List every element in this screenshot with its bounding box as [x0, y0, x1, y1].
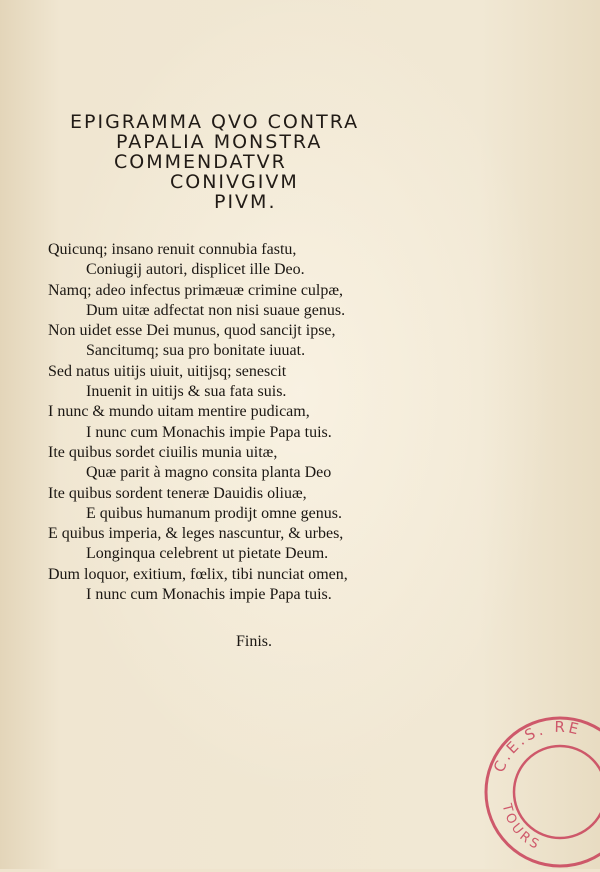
poem-line: E quibus imperia, & leges nascuntur, & urbes,: [48, 525, 344, 543]
poem-line: I nunc & mundo uitam mentire pudicam,: [48, 403, 310, 421]
poem-line: Dum loquor, exitium, fœlix, tibi nunciat omen,: [48, 565, 348, 583]
poem-line: Sancitumq; sua pro bonitate iuuat.: [86, 342, 306, 360]
poem-line: I nunc cum Monachis impie Papa tuis.: [86, 423, 332, 441]
svg-text:TOURS: [498, 801, 543, 853]
title-line-1: EPIGRAMMA QVO CONTRA: [70, 111, 360, 133]
poem-line: Dum uitæ adfectat non nisi suaue genus.: [86, 301, 346, 319]
poem-line: Namq; adeo infectus primæuæ crimine culpæ,: [48, 281, 344, 299]
poem-line: Ite quibus sordet ciuilis munia uitæ,: [48, 443, 278, 461]
finis-label: Finis.: [236, 633, 273, 650]
poem-line: Sed natus uitijs uiuit, uitijsq; senescit: [48, 362, 287, 380]
poem-line: Inuenit in uitijs & sua fata suis.: [86, 383, 287, 401]
stamp-bottom-text: TOURS: [498, 802, 544, 854]
poem-line: E quibus humanum prodijt omne genus.: [86, 504, 342, 522]
poem-line: Quæ parit à magno consita planta Deo: [86, 464, 332, 482]
title-line-4: CONIVGIVM: [170, 171, 299, 193]
poem-line: Quicunq; insano renuit connubia fastu,: [48, 241, 297, 258]
epigram-poem: [48, 240, 428, 605]
poem-line: Ite quibus sordent teneræ Dauidis oliuæ,: [48, 484, 307, 502]
title-line-3: COMMENDATVR: [114, 151, 287, 173]
stamp-seal: [486, 718, 600, 866]
stamp-top-text: C.E.S. RE: [489, 717, 584, 775]
title-line-5: PIVM.: [214, 191, 277, 213]
epigram-title: [70, 112, 450, 212]
poem-line: Longinqua celebrent ut pietate Deum.: [86, 545, 329, 563]
poem-line: I nunc cum Monachis impie Papa tuis.: [86, 586, 332, 604]
title-line-2: PAPALIA MONSTRA: [116, 131, 323, 153]
poem-line: Coniugij autori, displicet ille Deo.: [86, 261, 305, 279]
poem-line: Non uidet esse Dei munus, quod sancijt ipse,: [48, 322, 336, 340]
library-stamp: [480, 712, 600, 872]
